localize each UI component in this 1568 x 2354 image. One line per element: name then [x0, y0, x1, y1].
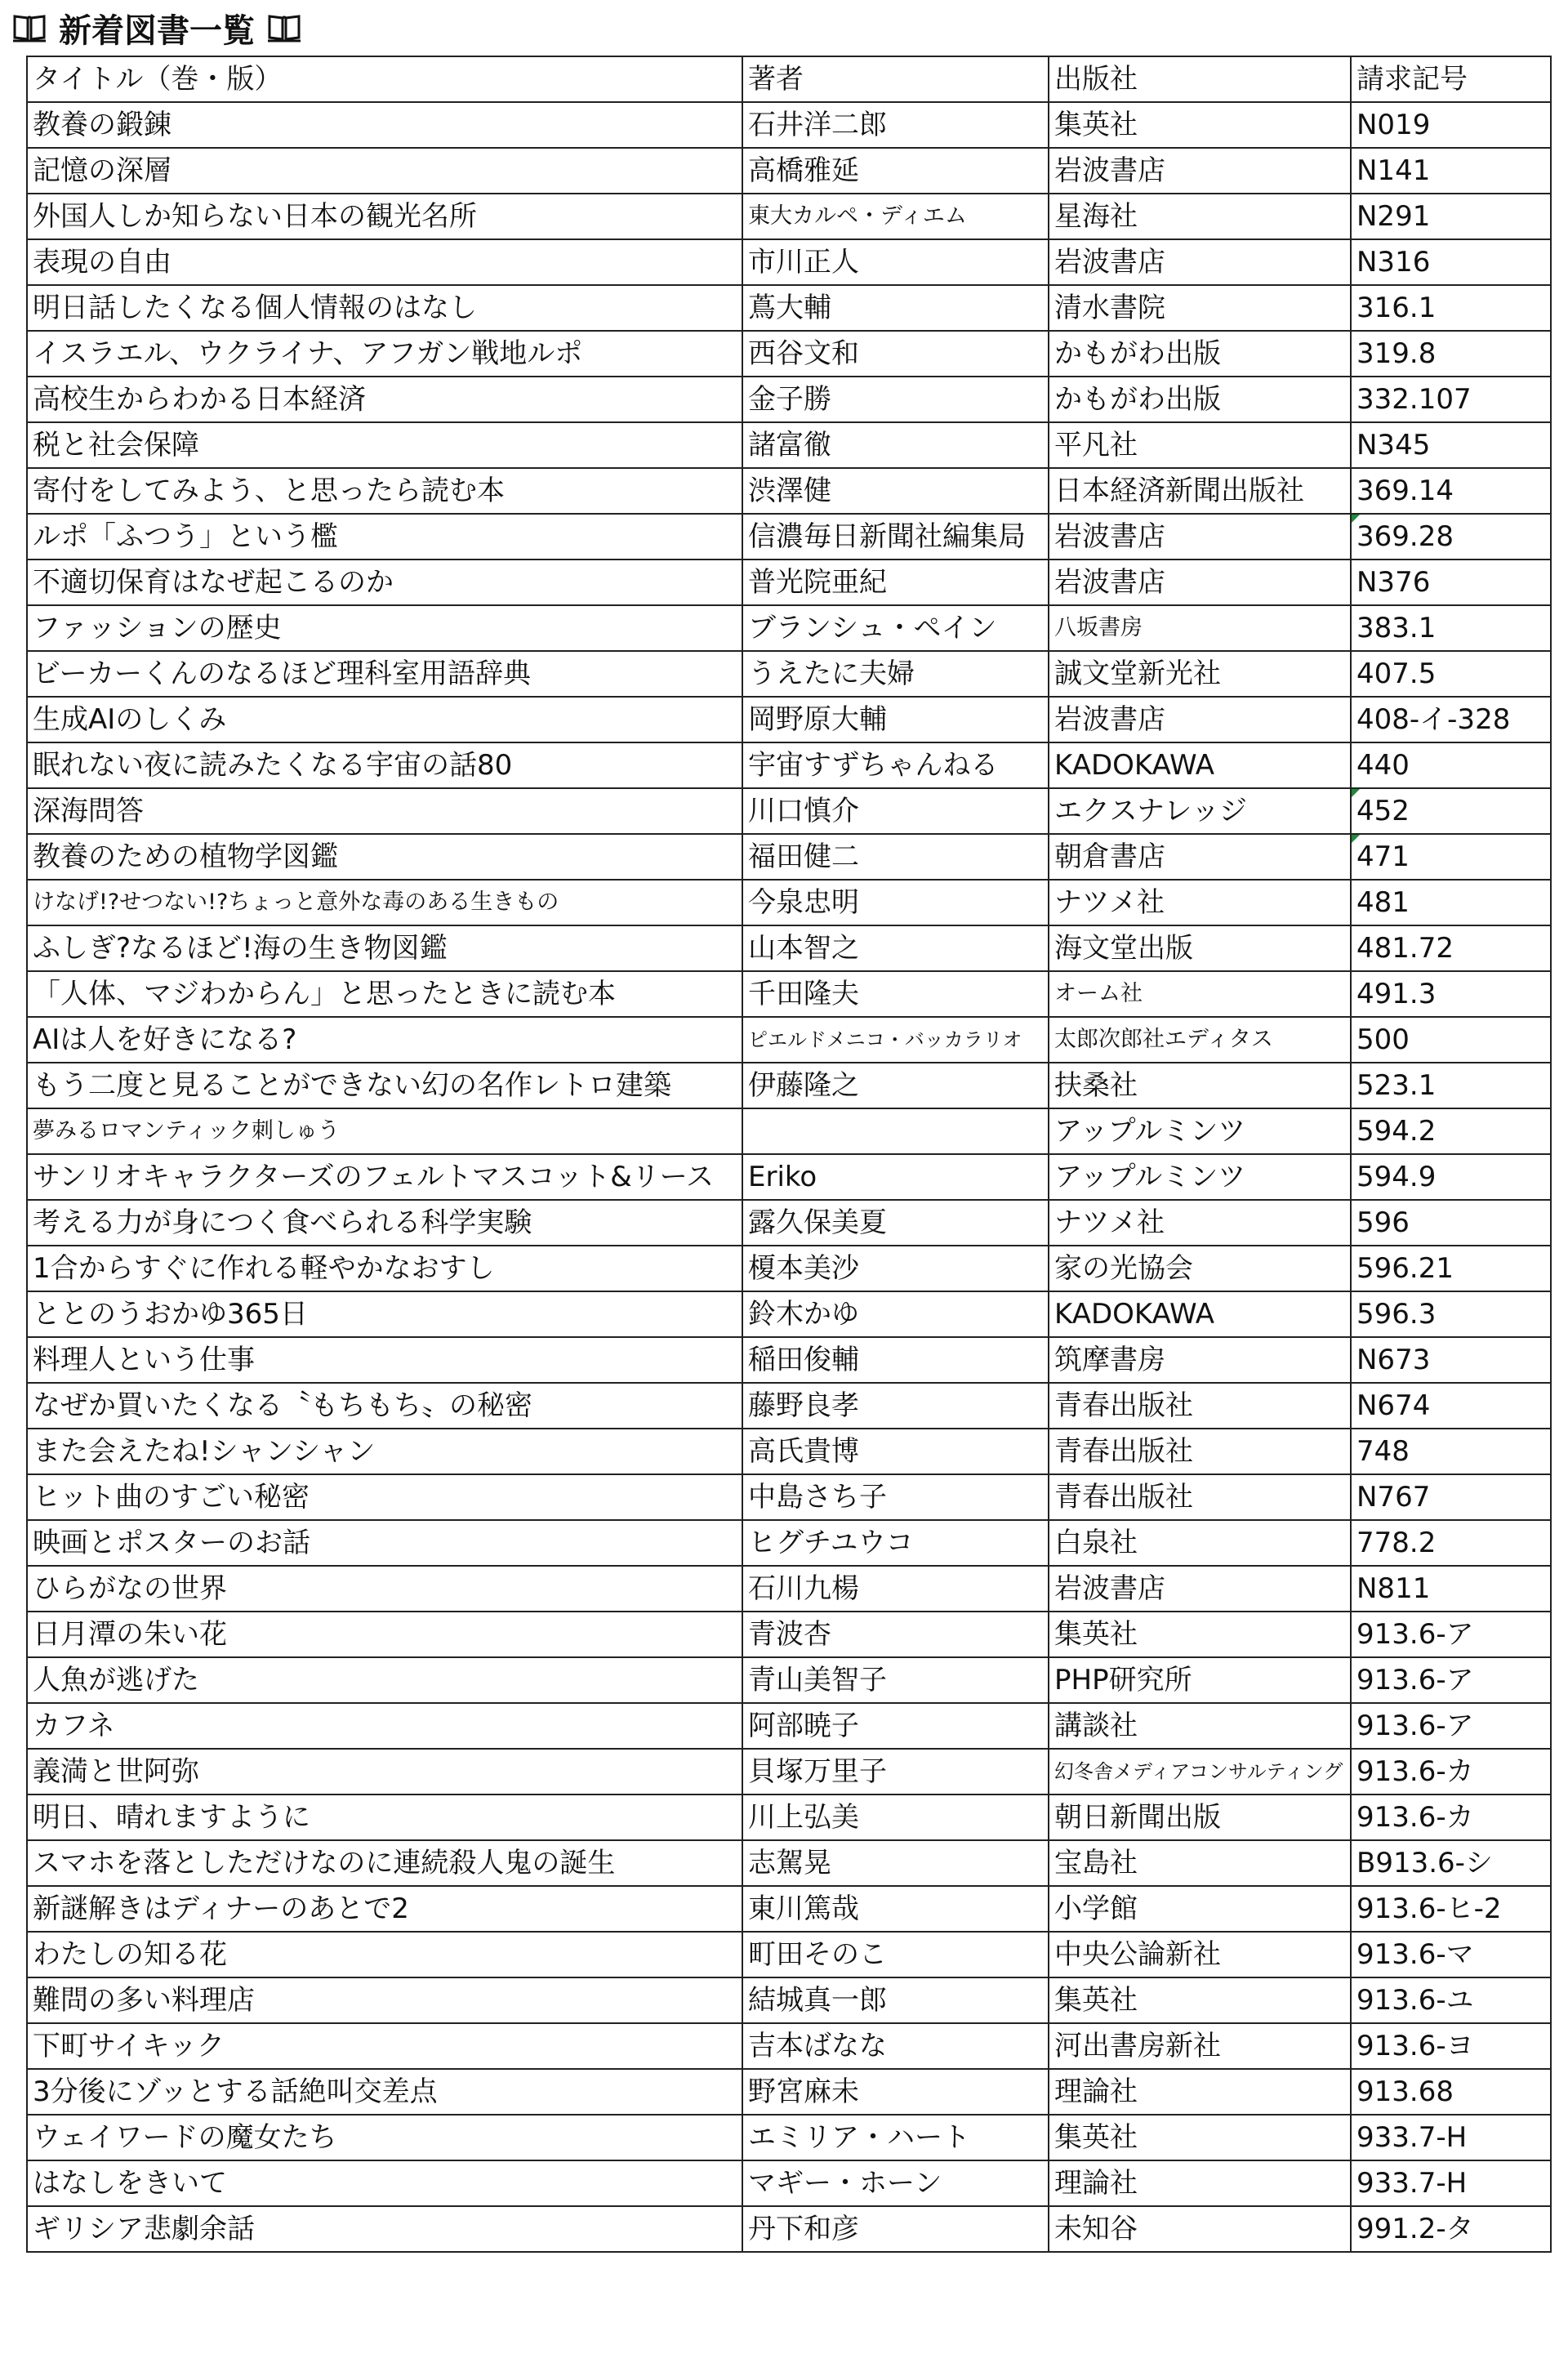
author-cell: 志駕晃 — [742, 1840, 1049, 1886]
publisher-cell: アップルミンツ — [1049, 1108, 1351, 1154]
title-cell: わたしの知る花 — [27, 1932, 742, 1977]
call-number-cell: 481.72 — [1351, 925, 1551, 971]
publisher-cell: 岩波書店 — [1049, 148, 1351, 194]
table-row — [27, 239, 1551, 285]
publisher-cell: かもがわ出版 — [1049, 377, 1351, 422]
author-cell: エミリア・ハート — [742, 2115, 1049, 2160]
call-number-cell: N019 — [1351, 102, 1551, 148]
title-cell: ひらがなの世界 — [27, 1566, 742, 1612]
author-cell: 中島さち子 — [742, 1474, 1049, 1520]
author-cell: 金子勝 — [742, 377, 1049, 422]
title-cell: はなしをきいて — [27, 2160, 742, 2206]
call-number-cell: 440 — [1351, 742, 1551, 788]
title-cell: 不適切保育はなぜ起こるのか — [27, 560, 742, 605]
table-header-row — [27, 56, 1551, 102]
open-book-icon — [266, 11, 302, 44]
publisher-cell: 青春出版社 — [1049, 1474, 1351, 1520]
call-number-cell: 596 — [1351, 1200, 1551, 1246]
table-row — [27, 331, 1551, 377]
title-cell: 教養のための植物学図鑑 — [27, 834, 742, 880]
author-cell: 信濃毎日新聞社編集局 — [742, 514, 1049, 560]
open-book-icon — [11, 11, 47, 44]
publisher-cell: 講談社 — [1049, 1703, 1351, 1749]
publisher-cell: 太郎次郎社エディタス — [1049, 1017, 1351, 1063]
table-row — [27, 1063, 1551, 1108]
author-cell: 丹下和彦 — [742, 2206, 1049, 2252]
table-row — [27, 1108, 1551, 1154]
author-cell: ピエルドメニコ・バッカラリオ — [742, 1017, 1049, 1063]
author-cell: 西谷文和 — [742, 331, 1049, 377]
table-row — [27, 1886, 1551, 1932]
publisher-cell: 星海社 — [1049, 194, 1351, 239]
call-number-cell: 596.3 — [1351, 1291, 1551, 1337]
call-number-cell: B913.6-シ — [1351, 1840, 1551, 1886]
publisher-cell: 宝島社 — [1049, 1840, 1351, 1886]
publisher-cell: かもがわ出版 — [1049, 331, 1351, 377]
title-cell: ととのうおかゆ365日 — [27, 1291, 742, 1337]
table-row — [27, 2160, 1551, 2206]
call-number-cell: 316.1 — [1351, 285, 1551, 331]
title-cell: もう二度と見ることができない幻の名作レトロ建築 — [27, 1063, 742, 1108]
author-cell: 露久保美夏 — [742, 1200, 1049, 1246]
publisher-cell: 岩波書店 — [1049, 239, 1351, 285]
title-cell: 夢みるロマンティック刺しゅう — [27, 1108, 742, 1154]
table-row — [27, 148, 1551, 194]
header-call-number: 請求記号 — [1351, 56, 1551, 102]
title-cell: 寄付をしてみよう、と思ったら読む本 — [27, 468, 742, 514]
call-number-cell: 778.2 — [1351, 1520, 1551, 1566]
call-number-cell: 491.3 — [1351, 971, 1551, 1017]
publisher-cell: 家の光協会 — [1049, 1246, 1351, 1291]
table-row — [27, 971, 1551, 1017]
call-number-cell: N291 — [1351, 194, 1551, 239]
table-row — [27, 880, 1551, 925]
call-number-cell: 332.107 — [1351, 377, 1551, 422]
author-cell: 今泉忠明 — [742, 880, 1049, 925]
publisher-cell: KADOKAWA — [1049, 742, 1351, 788]
publisher-cell: 清水書院 — [1049, 285, 1351, 331]
title-cell: ヒット曲のすごい秘密 — [27, 1474, 742, 1520]
call-number-cell: 913.6-ユ — [1351, 1977, 1551, 2023]
author-cell: 貝塚万里子 — [742, 1749, 1049, 1794]
author-cell: 稲田俊輔 — [742, 1337, 1049, 1383]
table-row — [27, 1749, 1551, 1794]
title-cell: 義満と世阿弥 — [27, 1749, 742, 1794]
call-number-cell: 913.6-カ — [1351, 1794, 1551, 1840]
table-row — [27, 1840, 1551, 1886]
table-row — [27, 468, 1551, 514]
title-cell: 考える力が身につく食べられる科学実験 — [27, 1200, 742, 1246]
publisher-cell: 岩波書店 — [1049, 1566, 1351, 1612]
call-number-cell: 471 — [1351, 834, 1551, 880]
title-cell: 明日話したくなる個人情報のはなし — [27, 285, 742, 331]
author-cell: 榎本美沙 — [742, 1246, 1049, 1291]
call-number-cell: 383.1 — [1351, 605, 1551, 651]
call-number-cell: 913.6-ヨ — [1351, 2023, 1551, 2069]
call-number-cell: 748 — [1351, 1429, 1551, 1474]
publisher-cell: 理論社 — [1049, 2069, 1351, 2115]
table-row — [27, 742, 1551, 788]
author-cell: 千田隆夫 — [742, 971, 1049, 1017]
table-row — [27, 102, 1551, 148]
table-row — [27, 1977, 1551, 2023]
table-row — [27, 514, 1551, 560]
call-number-cell: N345 — [1351, 422, 1551, 468]
publisher-cell: エクスナレッジ — [1049, 788, 1351, 834]
author-cell: 町田そのこ — [742, 1932, 1049, 1977]
author-cell: 川上弘美 — [742, 1794, 1049, 1840]
call-number-cell: N674 — [1351, 1383, 1551, 1429]
author-cell: 蔦大輔 — [742, 285, 1049, 331]
author-cell: 吉本ばなな — [742, 2023, 1049, 2069]
call-number-cell: 594.2 — [1351, 1108, 1551, 1154]
publisher-cell: 青春出版社 — [1049, 1383, 1351, 1429]
author-cell: 宇宙すずちゃんねる — [742, 742, 1049, 788]
page-title: 新着図書一覧 — [59, 11, 255, 50]
call-number-cell: 913.68 — [1351, 2069, 1551, 2115]
table-row — [27, 697, 1551, 742]
title-cell: イスラエル、ウクライナ、アフガン戦地ルポ — [27, 331, 742, 377]
call-number-cell: N811 — [1351, 1566, 1551, 1612]
publisher-cell: 未知谷 — [1049, 2206, 1351, 2252]
table-row — [27, 1154, 1551, 1200]
call-number-cell: 596.21 — [1351, 1246, 1551, 1291]
author-cell: 東大カルペ・ディエム — [742, 194, 1049, 239]
page-header — [11, 5, 302, 51]
title-cell: AIは人を好きになる? — [27, 1017, 742, 1063]
author-cell: 普光院亜紀 — [742, 560, 1049, 605]
publisher-cell: 岩波書店 — [1049, 697, 1351, 742]
title-cell: 難問の多い料理店 — [27, 1977, 742, 2023]
call-number-cell: 369.28 — [1351, 514, 1551, 560]
publisher-cell: 理論社 — [1049, 2160, 1351, 2206]
title-cell: 映画とポスターのお話 — [27, 1520, 742, 1566]
call-number-cell: 500 — [1351, 1017, 1551, 1063]
title-cell: 深海問答 — [27, 788, 742, 834]
publisher-cell: PHP研究所 — [1049, 1657, 1351, 1703]
author-cell: うえたに夫婦 — [742, 651, 1049, 697]
publisher-cell: 岩波書店 — [1049, 514, 1351, 560]
author-cell: Eriko — [742, 1154, 1049, 1200]
publisher-cell: 朝倉書店 — [1049, 834, 1351, 880]
call-number-cell: 913.6-ア — [1351, 1657, 1551, 1703]
author-cell: 結城真一郎 — [742, 1977, 1049, 2023]
author-cell: 諸富徹 — [742, 422, 1049, 468]
table-row — [27, 1932, 1551, 1977]
publisher-cell: 日本経済新聞出版社 — [1049, 468, 1351, 514]
table-row — [27, 834, 1551, 880]
call-number-cell: 523.1 — [1351, 1063, 1551, 1108]
publisher-cell: 小学館 — [1049, 1886, 1351, 1932]
table-row — [27, 377, 1551, 422]
title-cell: 人魚が逃げた — [27, 1657, 742, 1703]
call-number-cell: N376 — [1351, 560, 1551, 605]
table-row — [27, 651, 1551, 697]
table-row — [27, 1520, 1551, 1566]
new-books-table — [26, 56, 1552, 2253]
title-cell: なぜか買いたくなる〝もちもち〟の秘密 — [27, 1383, 742, 1429]
publisher-cell: 河出書房新社 — [1049, 2023, 1351, 2069]
table-row — [27, 1474, 1551, 1520]
author-cell: マギー・ホーン — [742, 2160, 1049, 2206]
publisher-cell: KADOKAWA — [1049, 1291, 1351, 1337]
author-cell: 石井洋二郎 — [742, 102, 1049, 148]
publisher-cell: 誠文堂新光社 — [1049, 651, 1351, 697]
author-cell: 高橋雅延 — [742, 148, 1049, 194]
call-number-cell: 408-イ-328 — [1351, 697, 1551, 742]
publisher-cell: 海文堂出版 — [1049, 925, 1351, 971]
author-cell: 市川正人 — [742, 239, 1049, 285]
title-cell: 下町サイキック — [27, 2023, 742, 2069]
title-cell: カフネ — [27, 1703, 742, 1749]
title-cell: 明日、晴れますように — [27, 1794, 742, 1840]
publisher-cell: ナツメ社 — [1049, 880, 1351, 925]
table-row — [27, 2069, 1551, 2115]
title-cell: ルポ「ふつう」という檻 — [27, 514, 742, 560]
title-cell: 料理人という仕事 — [27, 1337, 742, 1383]
table-row — [27, 1794, 1551, 1840]
call-number-cell: 481 — [1351, 880, 1551, 925]
call-number-cell: N141 — [1351, 148, 1551, 194]
publisher-cell: 中央公論新社 — [1049, 1932, 1351, 1977]
call-number-cell: 913.6-ア — [1351, 1612, 1551, 1657]
publisher-cell: 集英社 — [1049, 1612, 1351, 1657]
call-number-cell: 991.2-タ — [1351, 2206, 1551, 2252]
title-cell: けなげ!?せつない!?ちょっと意外な毒のある生きもの — [27, 880, 742, 925]
author-cell: 高氏貴博 — [742, 1429, 1049, 1474]
title-cell: また会えたね!シャンシャン — [27, 1429, 742, 1474]
call-number-cell: 913.6-カ — [1351, 1749, 1551, 1794]
title-cell: ファッションの歴史 — [27, 605, 742, 651]
author-cell: 青波杏 — [742, 1612, 1049, 1657]
title-cell: 1合からすぐに作れる軽やかなおすし — [27, 1246, 742, 1291]
publisher-cell: 岩波書店 — [1049, 560, 1351, 605]
title-cell: 外国人しか知らない日本の観光名所 — [27, 194, 742, 239]
publisher-cell: 集英社 — [1049, 102, 1351, 148]
title-cell: 表現の自由 — [27, 239, 742, 285]
call-number-cell: N673 — [1351, 1337, 1551, 1383]
publisher-cell: オーム社 — [1049, 971, 1351, 1017]
author-cell: 川口慎介 — [742, 788, 1049, 834]
table-row — [27, 1291, 1551, 1337]
table-row — [27, 1429, 1551, 1474]
title-cell: ビーカーくんのなるほど理科室用語辞典 — [27, 651, 742, 697]
author-cell: 渋澤健 — [742, 468, 1049, 514]
title-cell: ふしぎ?なるほど!海の生き物図鑑 — [27, 925, 742, 971]
title-cell: 記憶の深層 — [27, 148, 742, 194]
title-cell: 税と社会保障 — [27, 422, 742, 468]
header-title: タイトル（巻・版） — [27, 56, 742, 102]
title-cell: ギリシア悲劇余話 — [27, 2206, 742, 2252]
title-cell: ウェイワードの魔女たち — [27, 2115, 742, 2160]
table-row — [27, 560, 1551, 605]
call-number-cell: 913.6-ヒ-2 — [1351, 1886, 1551, 1932]
publisher-cell: 幻冬舎メディアコンサルティング — [1049, 1749, 1351, 1794]
title-cell: 日月潭の朱い花 — [27, 1612, 742, 1657]
author-cell: 福田健二 — [742, 834, 1049, 880]
call-number-cell: 913.6-ア — [1351, 1703, 1551, 1749]
author-cell: 伊藤隆之 — [742, 1063, 1049, 1108]
author-cell: 阿部暁子 — [742, 1703, 1049, 1749]
title-cell: 新謎解きはディナーのあとで2 — [27, 1886, 742, 1932]
title-cell: 眠れない夜に読みたくなる宇宙の話80 — [27, 742, 742, 788]
author-cell: 岡野原大輔 — [742, 697, 1049, 742]
author-cell: 鈴木かゆ — [742, 1291, 1049, 1337]
publisher-cell: 朝日新聞出版 — [1049, 1794, 1351, 1840]
publisher-cell: アップルミンツ — [1049, 1154, 1351, 1200]
title-cell: 「人体、マジわからん」と思ったときに読む本 — [27, 971, 742, 1017]
publisher-cell: 扶桑社 — [1049, 1063, 1351, 1108]
table-row — [27, 1017, 1551, 1063]
call-number-cell: N767 — [1351, 1474, 1551, 1520]
publisher-cell: 集英社 — [1049, 1977, 1351, 2023]
table-row — [27, 1566, 1551, 1612]
author-cell: 青山美智子 — [742, 1657, 1049, 1703]
call-number-cell: N316 — [1351, 239, 1551, 285]
publisher-cell: 平凡社 — [1049, 422, 1351, 468]
header-author: 著者 — [742, 56, 1049, 102]
table-row — [27, 1200, 1551, 1246]
table-row — [27, 1703, 1551, 1749]
table-row — [27, 1383, 1551, 1429]
author-cell: 野宮麻未 — [742, 2069, 1049, 2115]
call-number-cell: 319.8 — [1351, 331, 1551, 377]
call-number-cell: 594.9 — [1351, 1154, 1551, 1200]
publisher-cell: 筑摩書房 — [1049, 1337, 1351, 1383]
author-cell: 石川九楊 — [742, 1566, 1049, 1612]
call-number-cell: 452 — [1351, 788, 1551, 834]
table-row — [27, 1612, 1551, 1657]
title-cell: 生成AIのしくみ — [27, 697, 742, 742]
author-cell: 東川篤哉 — [742, 1886, 1049, 1932]
table-row — [27, 194, 1551, 239]
title-cell: 教養の鍛錬 — [27, 102, 742, 148]
call-number-cell: 933.7-H — [1351, 2115, 1551, 2160]
call-number-cell: 407.5 — [1351, 651, 1551, 697]
author-cell — [742, 1108, 1049, 1154]
table-row — [27, 2206, 1551, 2252]
author-cell: ブランシュ・ペイン — [742, 605, 1049, 651]
table-row — [27, 2023, 1551, 2069]
table-row — [27, 285, 1551, 331]
title-cell: スマホを落としただけなのに連続殺人鬼の誕生 — [27, 1840, 742, 1886]
table-row — [27, 1337, 1551, 1383]
table-row — [27, 788, 1551, 834]
title-cell: サンリオキャラクターズのフェルトマスコット&リース — [27, 1154, 742, 1200]
call-number-cell: 369.14 — [1351, 468, 1551, 514]
publisher-cell: 青春出版社 — [1049, 1429, 1351, 1474]
title-cell: 高校生からわかる日本経済 — [27, 377, 742, 422]
title-cell: 3分後にゾッとする話絶叫交差点 — [27, 2069, 742, 2115]
table-row — [27, 1657, 1551, 1703]
call-number-cell: 933.7-H — [1351, 2160, 1551, 2206]
author-cell: 藤野良孝 — [742, 1383, 1049, 1429]
table-row — [27, 1246, 1551, 1291]
publisher-cell: 集英社 — [1049, 2115, 1351, 2160]
table-row — [27, 422, 1551, 468]
call-number-cell: 913.6-マ — [1351, 1932, 1551, 1977]
publisher-cell: 八坂書房 — [1049, 605, 1351, 651]
author-cell: ヒグチユウコ — [742, 1520, 1049, 1566]
table-row — [27, 925, 1551, 971]
author-cell: 山本智之 — [742, 925, 1049, 971]
table-row — [27, 605, 1551, 651]
header-publisher: 出版社 — [1049, 56, 1351, 102]
publisher-cell: 白泉社 — [1049, 1520, 1351, 1566]
table-row — [27, 2115, 1551, 2160]
publisher-cell: ナツメ社 — [1049, 1200, 1351, 1246]
